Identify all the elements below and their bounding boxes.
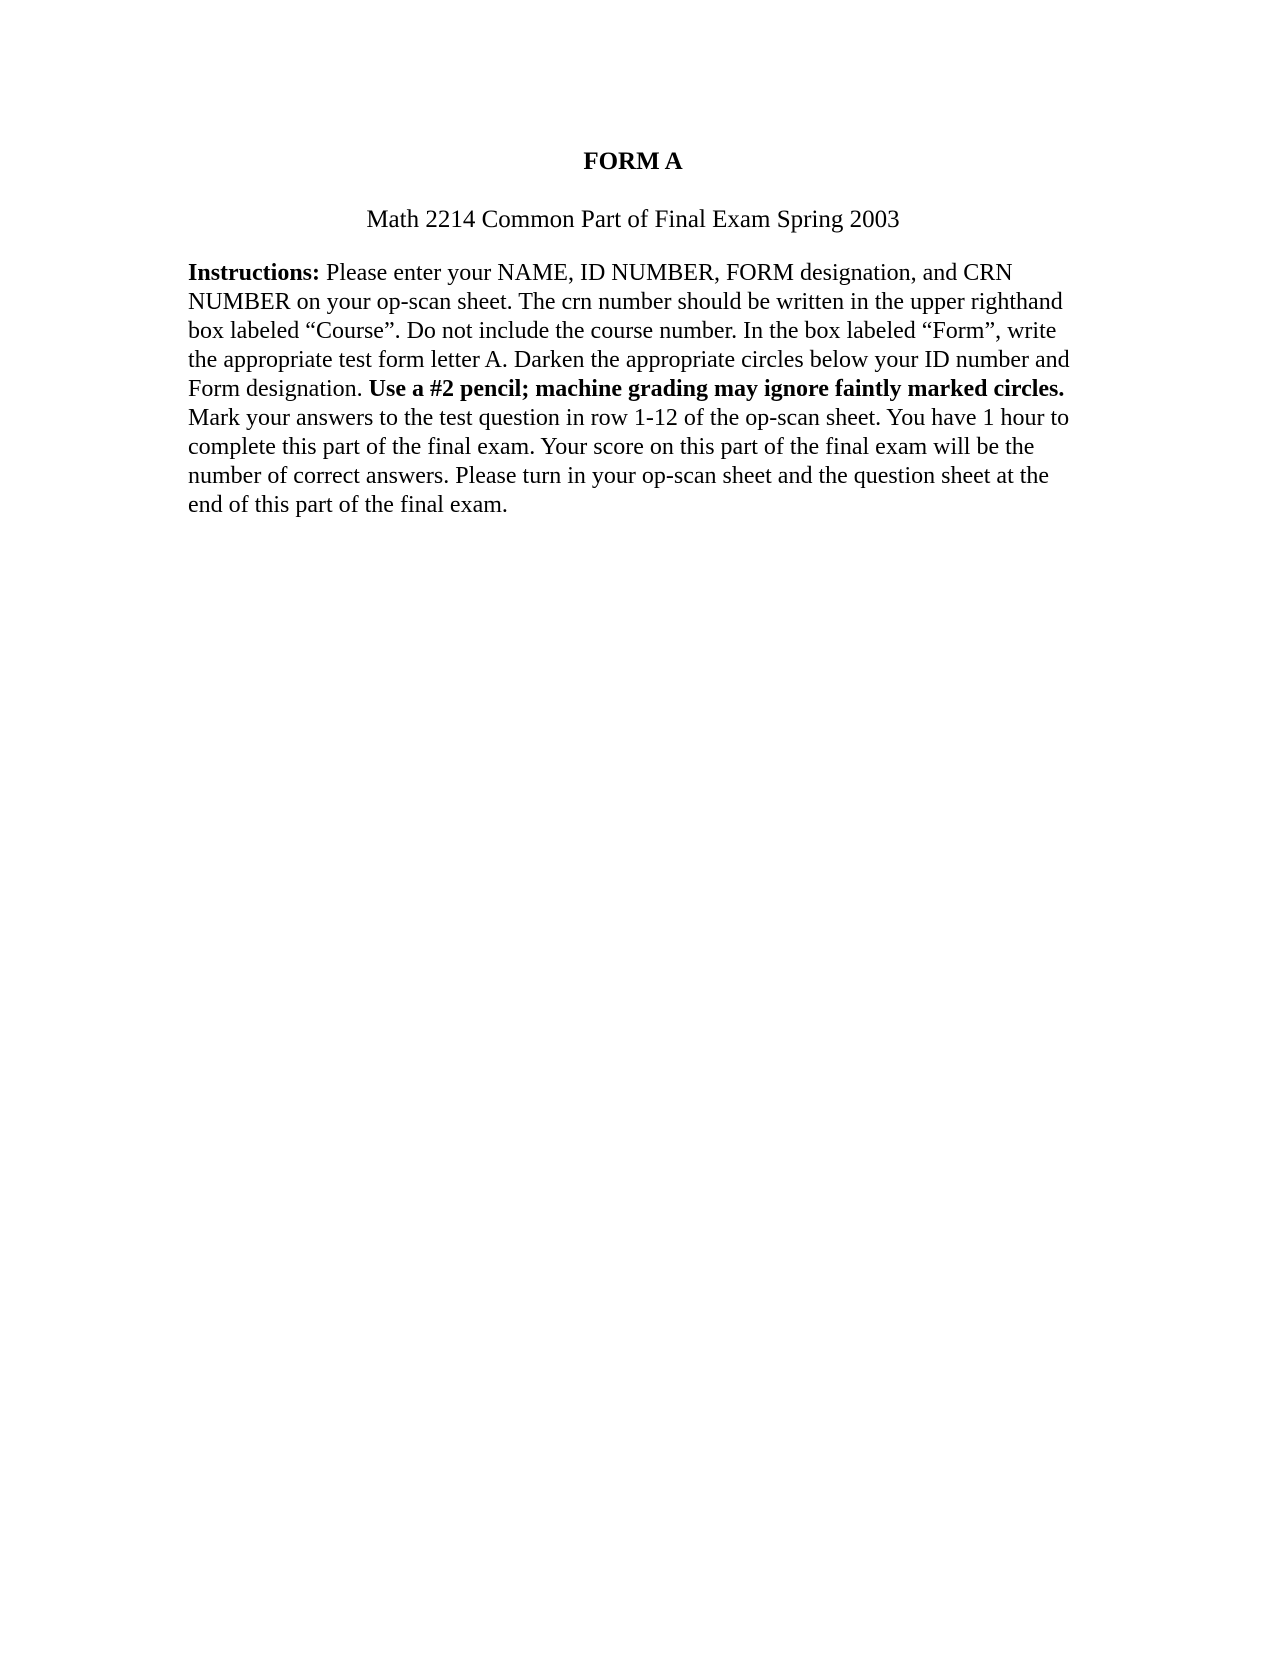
exam-subtitle: Math 2214 Common Part of Final Exam Spring 2003 (366, 206, 900, 233)
page-content (188, 145, 1078, 520)
instructions-paragraph (188, 259, 1078, 520)
instructions-bold-warning: Use a #2 pencil; machine grading may ignore faintly marked circles. (368, 376, 1065, 402)
instructions-label: Instructions: (188, 260, 321, 286)
form-title: FORM A (583, 148, 683, 175)
instructions-text-part2: Mark your answers to the test question in row 1-12 of the op-scan sheet. You have 1 hour to complete this part of the final exam. Your score on this part of the final exam will be the number of correct answers. Please turn in your op-scan sheet and the question sheet at the end of this part of the final exam. (188, 405, 1070, 518)
instructions-text-part1: Please enter your NAME, ID NUMBER, FORM designation, and CRN NUMBER on your op-scan sheet. The crn number should be written in the upper righthand box labeled “Course”. Do not include the course number. In the box labeled “Form”, write the appropriate test form letter A. Darken the appropriate circles below your ID number and Form designation. (188, 260, 1070, 402)
